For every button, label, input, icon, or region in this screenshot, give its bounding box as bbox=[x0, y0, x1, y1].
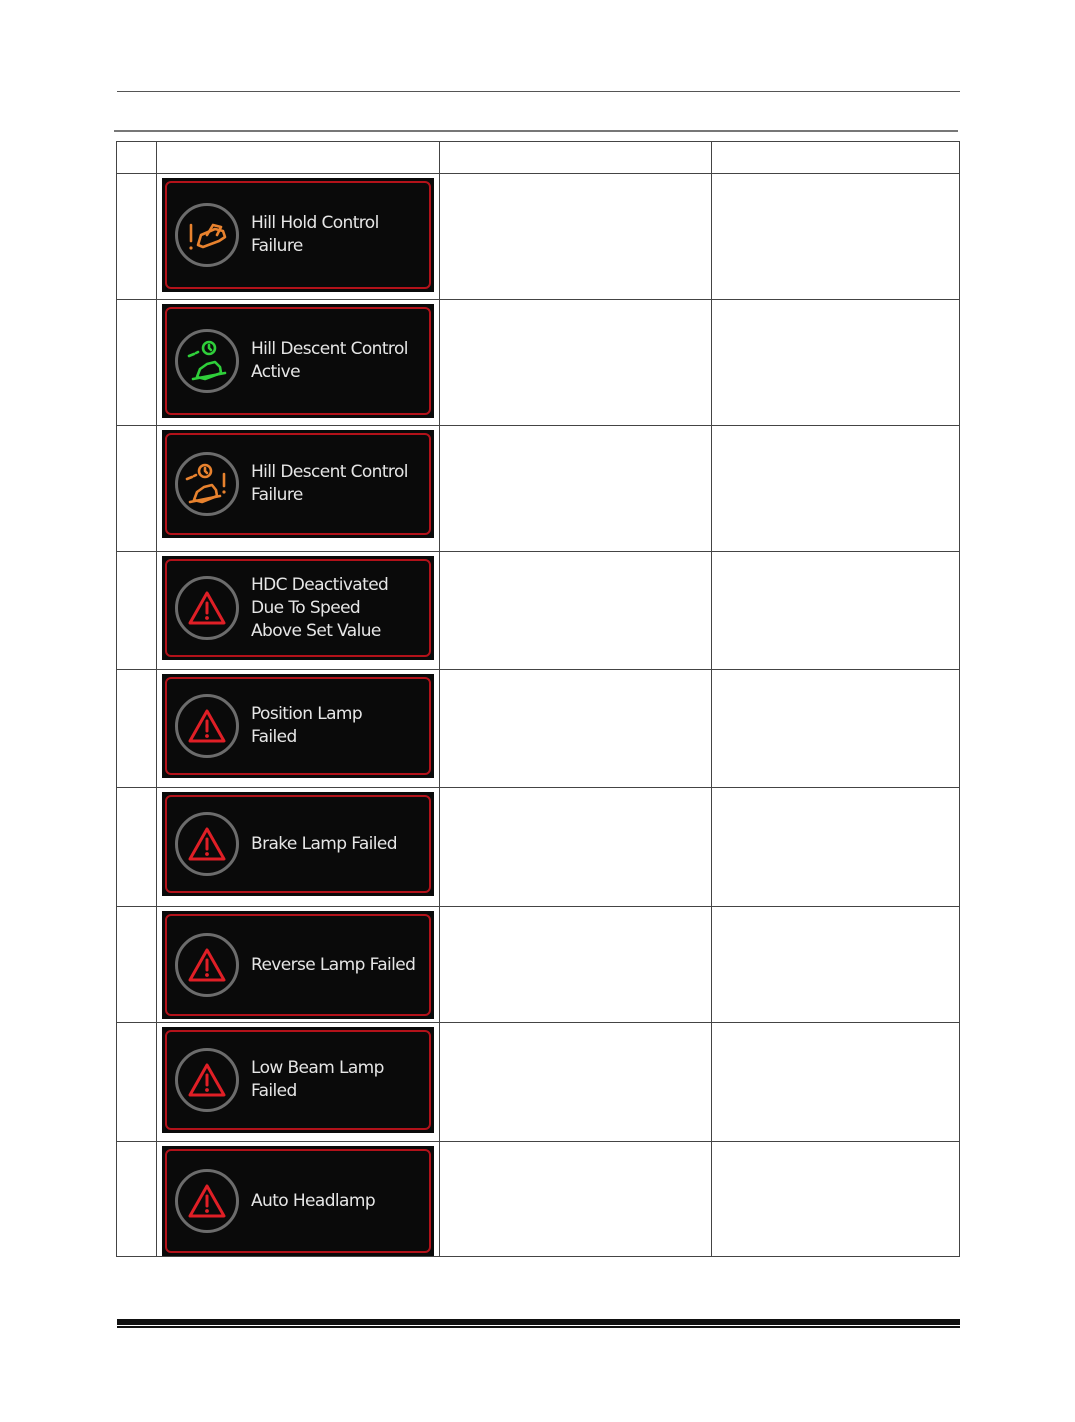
index-cell bbox=[117, 552, 157, 670]
warning-message-text bbox=[251, 212, 426, 258]
warning-display-panel bbox=[162, 1027, 434, 1133]
footer-rule bbox=[117, 1319, 960, 1325]
action-cell bbox=[712, 907, 960, 1023]
action-cell bbox=[712, 788, 960, 907]
warning-triangle-icon bbox=[175, 576, 239, 640]
action-cell bbox=[712, 552, 960, 670]
table-row bbox=[117, 907, 960, 1023]
warning-message-text bbox=[251, 461, 426, 507]
index-cell bbox=[117, 300, 157, 426]
index-cell bbox=[117, 1142, 157, 1257]
description-cell bbox=[440, 670, 712, 788]
message-cell bbox=[157, 788, 440, 907]
warning-message-text bbox=[251, 1057, 426, 1103]
message-line: Failed bbox=[251, 1081, 297, 1101]
warning-triangle-icon bbox=[175, 694, 239, 758]
table-row bbox=[117, 300, 960, 426]
warning-triangle-icon bbox=[175, 1048, 239, 1112]
warning-triangle-icon bbox=[175, 933, 239, 997]
message-cell bbox=[157, 552, 440, 670]
index-cell bbox=[117, 907, 157, 1023]
description-cell bbox=[440, 552, 712, 670]
warning-message-text bbox=[251, 954, 426, 977]
warning-display-panel bbox=[162, 792, 434, 896]
message-cell bbox=[157, 300, 440, 426]
description-cell bbox=[440, 1142, 712, 1257]
message-line: Reverse Lamp Failed bbox=[251, 955, 416, 975]
message-line: Hill Descent Control bbox=[251, 339, 408, 359]
header-cell-message bbox=[157, 142, 440, 174]
warning-display-panel bbox=[162, 674, 434, 778]
index-cell bbox=[117, 174, 157, 300]
index-cell bbox=[117, 426, 157, 552]
action-cell bbox=[712, 300, 960, 426]
message-cell bbox=[157, 1142, 440, 1257]
message-line: Hill Hold Control bbox=[251, 213, 379, 233]
message-line: Failure bbox=[251, 236, 303, 256]
message-cell bbox=[157, 1023, 440, 1142]
action-cell bbox=[712, 670, 960, 788]
description-cell bbox=[440, 907, 712, 1023]
description-cell bbox=[440, 788, 712, 907]
message-cell bbox=[157, 174, 440, 300]
header-cell-description bbox=[440, 142, 712, 174]
description-cell bbox=[440, 174, 712, 300]
message-cell bbox=[157, 426, 440, 552]
warning-display-panel bbox=[162, 304, 434, 418]
message-line: Brake Lamp Failed bbox=[251, 834, 397, 854]
message-line: Active bbox=[251, 362, 300, 382]
warning-display-panel bbox=[162, 911, 434, 1019]
hill-descent-failure-icon bbox=[175, 452, 239, 516]
header-cell-action bbox=[712, 142, 960, 174]
footer-sub-rule bbox=[117, 1326, 960, 1328]
message-line: Position Lamp bbox=[251, 704, 363, 724]
description-cell bbox=[440, 1023, 712, 1142]
message-line: Above Set Value bbox=[251, 621, 381, 641]
message-cell bbox=[157, 907, 440, 1023]
warning-display-panel bbox=[162, 556, 434, 660]
warning-message-text bbox=[251, 703, 426, 749]
table-row bbox=[117, 174, 960, 300]
table-row bbox=[117, 426, 960, 552]
warning-display-panel bbox=[162, 1146, 434, 1256]
warning-message-text bbox=[251, 833, 426, 856]
description-cell bbox=[440, 300, 712, 426]
action-cell bbox=[712, 1023, 960, 1142]
message-line: Due To Speed bbox=[251, 598, 361, 618]
table-row bbox=[117, 552, 960, 670]
table-row bbox=[117, 1023, 960, 1142]
message-cell bbox=[157, 670, 440, 788]
header-rule bbox=[117, 91, 960, 92]
index-cell bbox=[117, 788, 157, 907]
table-row bbox=[117, 670, 960, 788]
warning-message-text bbox=[251, 1190, 426, 1213]
warning-message-text bbox=[251, 574, 426, 643]
message-line: Low Beam Lamp bbox=[251, 1058, 384, 1078]
action-cell bbox=[712, 174, 960, 300]
table-row bbox=[117, 1142, 960, 1257]
message-line: Auto Headlamp bbox=[251, 1191, 376, 1211]
message-line: Hill Descent Control bbox=[251, 462, 408, 482]
message-line: HDC Deactivated bbox=[251, 575, 389, 595]
index-cell bbox=[117, 1023, 157, 1142]
index-cell bbox=[117, 670, 157, 788]
description-cell bbox=[440, 426, 712, 552]
warning-display-panel bbox=[162, 430, 434, 538]
warning-message-table bbox=[116, 141, 960, 1257]
table-row bbox=[117, 788, 960, 907]
hill-hold-failure-icon bbox=[175, 203, 239, 267]
warning-display-panel bbox=[162, 178, 434, 292]
message-line: Failed bbox=[251, 727, 297, 747]
table-header-row bbox=[117, 142, 960, 174]
header-sub-rule bbox=[114, 130, 958, 132]
action-cell bbox=[712, 426, 960, 552]
message-line: Failure bbox=[251, 485, 303, 505]
warning-triangle-icon bbox=[175, 1169, 239, 1233]
hill-descent-active-icon bbox=[175, 329, 239, 393]
warning-triangle-icon bbox=[175, 812, 239, 876]
warning-message-text bbox=[251, 338, 426, 384]
action-cell bbox=[712, 1142, 960, 1257]
header-cell-index bbox=[117, 142, 157, 174]
